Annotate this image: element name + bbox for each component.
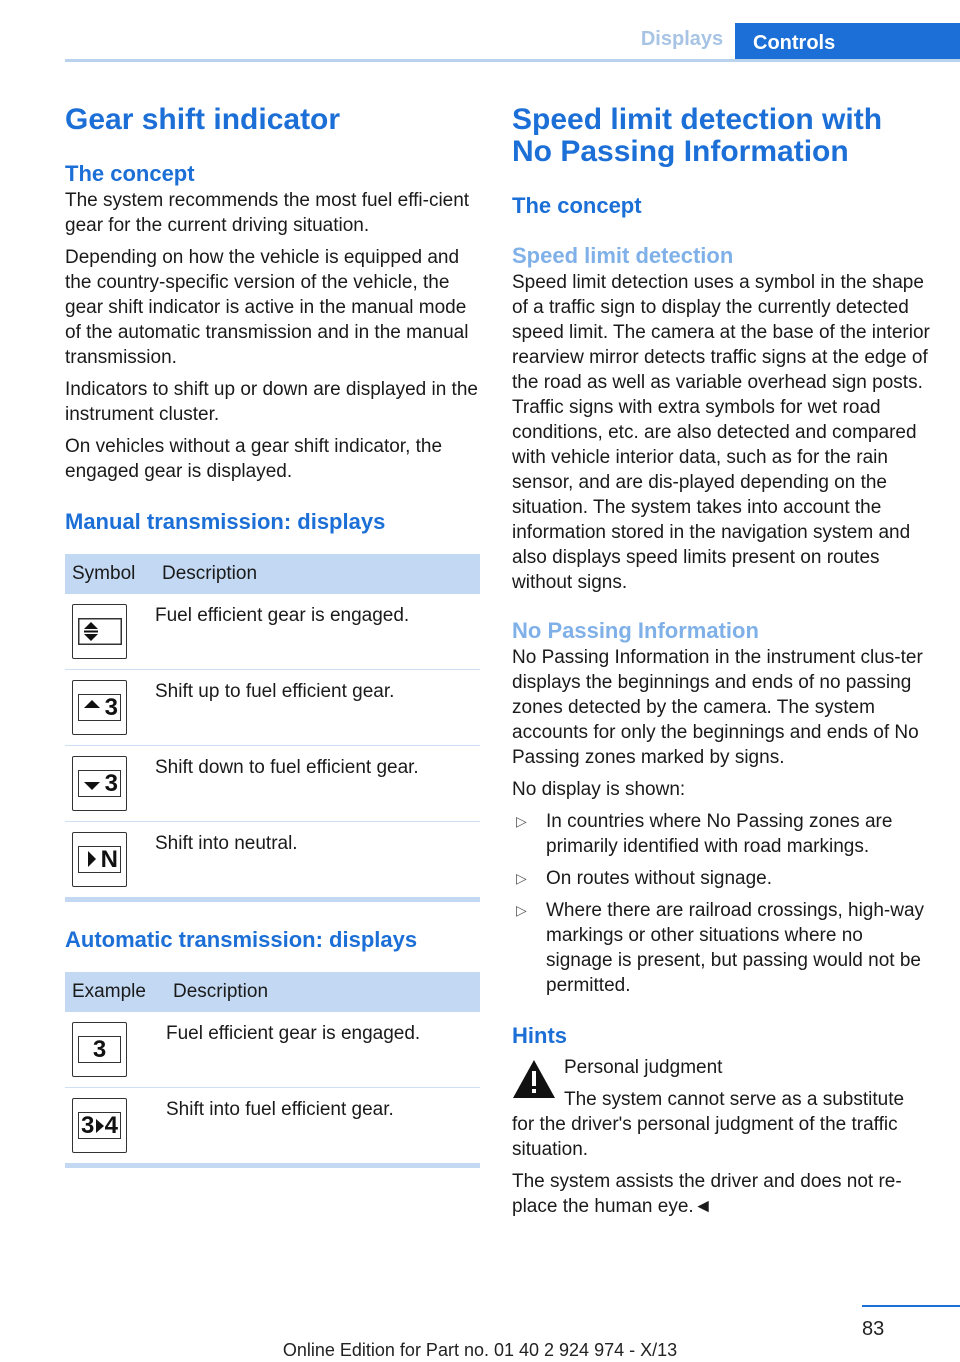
gear-number: 3 (81, 1112, 95, 1139)
section-title-gear-shift: Gear shift indicator (65, 103, 341, 136)
table-header-row (65, 972, 480, 1012)
left-column (65, 100, 480, 1168)
description-cell: Shift into neutral. (155, 822, 480, 900)
column-header: Example (72, 981, 146, 1002)
bullet-triangle-icon: ▷ (516, 870, 527, 886)
gear-number: 4 (104, 1112, 118, 1139)
table-row (65, 822, 480, 900)
heading-no-passing-information: No Passing Information (512, 618, 759, 643)
section-title-speed-limit: Speed limit detection with No Passing Information (512, 103, 883, 168)
table-header-row (65, 554, 480, 594)
bullet-triangle-icon: ▷ (516, 902, 527, 918)
paragraph: On vehicles without a gear shift indicator, the engaged gear is displayed. (65, 436, 443, 482)
heading-hints: Hints (512, 1023, 567, 1048)
description-cell: Shift down to fuel efficient gear. (155, 746, 480, 822)
tab-displays[interactable]: Displays (640, 28, 724, 50)
manual-displays-table (65, 554, 480, 902)
automatic-displays-table (65, 972, 480, 1168)
paragraph: The system recommends the most fuel effi-cient gear for the current driving situation. (65, 190, 470, 236)
up-down-arrows-icon (72, 604, 127, 659)
gear-3-icon (72, 1022, 127, 1077)
column-header: Description (162, 563, 258, 584)
description-cell: Fuel efficient gear is engaged. (166, 1012, 480, 1088)
table-row (65, 1088, 480, 1166)
heading-automatic-transmission: Automatic transmission: displays (65, 927, 418, 952)
shift-neutral-icon (72, 832, 127, 887)
shift-down-3-icon (72, 756, 127, 811)
shift-3-to-4-icon (72, 1098, 127, 1153)
footer-rule (862, 1305, 960, 1307)
warning-first-line: The system cannot serve as a substitute (564, 1089, 905, 1110)
gear-letter: N (100, 846, 118, 873)
paragraph: Indicators to shift up or down are displayed in the instrument cluster. (65, 379, 478, 425)
heading-concept: The concept (65, 161, 195, 186)
edition-footer: Online Edition for Part no. 01 40 2 924 974 - X/13 (282, 1340, 678, 1360)
table-row (65, 670, 480, 746)
shift-up-3-icon (72, 680, 127, 735)
warning-triangle-icon (512, 1059, 556, 1099)
description-cell: Shift up to fuel efficient gear. (155, 670, 480, 746)
table-row (65, 746, 480, 822)
list-item: ▷ Where there are railroad crossings, high-way markings or other situations where no signage is present, but passing would not be permitted. (516, 900, 925, 996)
list-item: ▷ On routes without signage. (516, 868, 773, 889)
list-item: ▷ In countries where No Passing zones are primarily identified with road markings. (516, 811, 893, 857)
heading-speed-limit-detection: Speed limit detection (512, 243, 734, 268)
bullet-list (512, 809, 932, 998)
description-cell: Fuel efficient gear is engaged. (155, 594, 480, 670)
table-row (65, 594, 480, 670)
paragraph: Speed limit detection uses a symbol in the shape of a traffic sign to display the currently detected speed limit. The camera at the base of the interior rearview mirror detects traffic signs at the edge of the road as well as variable overhead sign posts. Traffic signs with extra symbols for wet road conditions, etc. are also detected and compared with vehicle interior data, such as for the rain sensor, and are dis-played depending on the situation. The system takes into account the information stored in the navigation system and also displays speed limits present on routes without signs. (512, 272, 930, 593)
table-row (65, 1012, 480, 1088)
warning-title: Personal judgment (564, 1057, 723, 1078)
heading-concept: The concept (512, 193, 642, 218)
column-header: Symbol (72, 563, 136, 584)
heading-manual-transmission: Manual transmission: displays (65, 509, 386, 534)
warning-text: for the driver's personal judgment of the traffic situation. (512, 1114, 898, 1160)
bullet-triangle-icon: ▷ (516, 813, 527, 829)
page-number: 83 (862, 1318, 885, 1340)
paragraph: No Passing Information in the instrument clus-ter displays the beginnings and ends of no passing zones detected by the camera. The system accounts for only the beginnings and ends of No Passing zones marked by signs. (512, 647, 923, 768)
gear-number: 3 (104, 694, 118, 721)
tab-controls[interactable]: Controls (735, 23, 960, 62)
page-header (0, 0, 960, 62)
column-header: Description (173, 981, 269, 1002)
warning-block (512, 1055, 932, 1112)
gear-number: 3 (104, 770, 118, 797)
paragraph: No display is shown: (512, 779, 686, 800)
paragraph: The system assists the driver and does not re-place the human eye.◄ (512, 1171, 902, 1217)
gear-number: 3 (92, 1036, 107, 1063)
right-column (512, 100, 932, 1219)
header-rule (65, 59, 960, 62)
paragraph: Depending on how the vehicle is equipped and the country-specific version of the vehicle, the gear shift indicator is active in the manual mode of the automatic transmission and in the manual transmission. (65, 247, 469, 368)
description-cell: Shift into fuel efficient gear. (166, 1088, 480, 1166)
